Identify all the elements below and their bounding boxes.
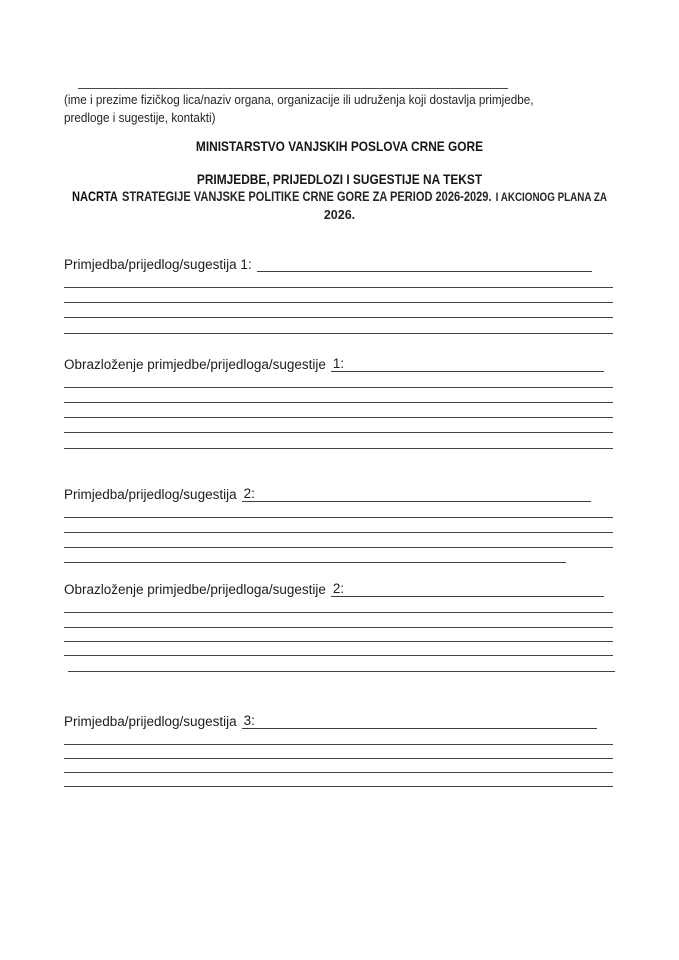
- draft-title-prefix: NACRTA: [72, 189, 118, 204]
- field-underline-primjedba-1: [257, 254, 592, 272]
- answer-line: [64, 627, 613, 628]
- signature-caption: [64, 91, 534, 127]
- answer-line: [64, 562, 566, 563]
- answer-line: [64, 448, 613, 449]
- answer-line: [64, 532, 613, 533]
- field-value: 2:: [332, 581, 345, 596]
- field-value: 1:: [332, 356, 345, 371]
- field-label-obrazlozenje-1: [64, 353, 604, 372]
- answer-line: [64, 612, 613, 613]
- draft-title-year: 2026.: [323, 208, 356, 222]
- answer-line: [64, 744, 613, 745]
- field-label-primjedba-1: [64, 253, 592, 272]
- draft-title: [61, 189, 618, 204]
- answer-line: [64, 772, 613, 773]
- form-title: PRIMJEDBE, PRIJEDLOZI I SUGESTIJE NA TEKST: [196, 171, 483, 187]
- answer-line: [64, 547, 613, 548]
- answer-line: [64, 402, 613, 403]
- answer-line: [64, 317, 613, 318]
- signature-caption-line-2: predloge i sugestije, kontakti): [64, 110, 216, 125]
- answer-line: [64, 641, 613, 642]
- field-value: 3:: [243, 713, 255, 728]
- answer-line: [64, 333, 613, 334]
- field-label-obrazlozenje-2: [64, 578, 604, 597]
- field-underline-primjedba-3: [242, 711, 597, 729]
- field-underline-obrazlozenje-1: [331, 354, 604, 372]
- draft-title-suffix: I AKCIONOG PLANA ZA: [495, 190, 607, 204]
- answer-line: [64, 302, 613, 303]
- answer-line: [68, 671, 615, 672]
- answer-line: [64, 417, 613, 418]
- field-label-primjedba-3: [64, 710, 597, 729]
- draft-title-main: STRATEGIJE VANJSKE POLITIKE CRNE GORE ZA PERIOD 2026-2029.: [122, 189, 492, 204]
- field-label-text: Obrazloženje primjedbe/prijedloga/sugestije: [64, 357, 326, 372]
- answer-line: [64, 517, 613, 518]
- field-label-text: Primjedba/prijedlog/sugestija 1:: [64, 257, 252, 272]
- field-label-text: Primjedba/prijedlog/sugestija: [64, 714, 237, 729]
- field-underline-primjedba-2: [242, 484, 591, 502]
- signature-caption-line-1: (ime i prezime fizičkog lica/naziv organa, organizacije ili udruženja koji dostavlja primjedbe,: [64, 92, 534, 107]
- field-value: 2:: [243, 486, 255, 501]
- field-label-primjedba-2: [64, 483, 591, 502]
- field-underline-obrazlozenje-2: [331, 579, 604, 597]
- signature-line: [78, 88, 508, 89]
- field-label-text: Primjedba/prijedlog/sugestija: [64, 487, 237, 502]
- answer-line: [64, 758, 613, 759]
- answer-line: [64, 655, 613, 656]
- answer-line: [64, 432, 613, 433]
- field-label-text: Obrazloženje primjedbe/prijedloga/sugestije: [64, 582, 326, 597]
- ministry-title: MINISTARSTVO VANJSKIH POSLOVA CRNE GORE: [195, 138, 484, 154]
- answer-line: [64, 786, 613, 787]
- answer-line: [64, 387, 613, 388]
- answer-line: [64, 287, 613, 288]
